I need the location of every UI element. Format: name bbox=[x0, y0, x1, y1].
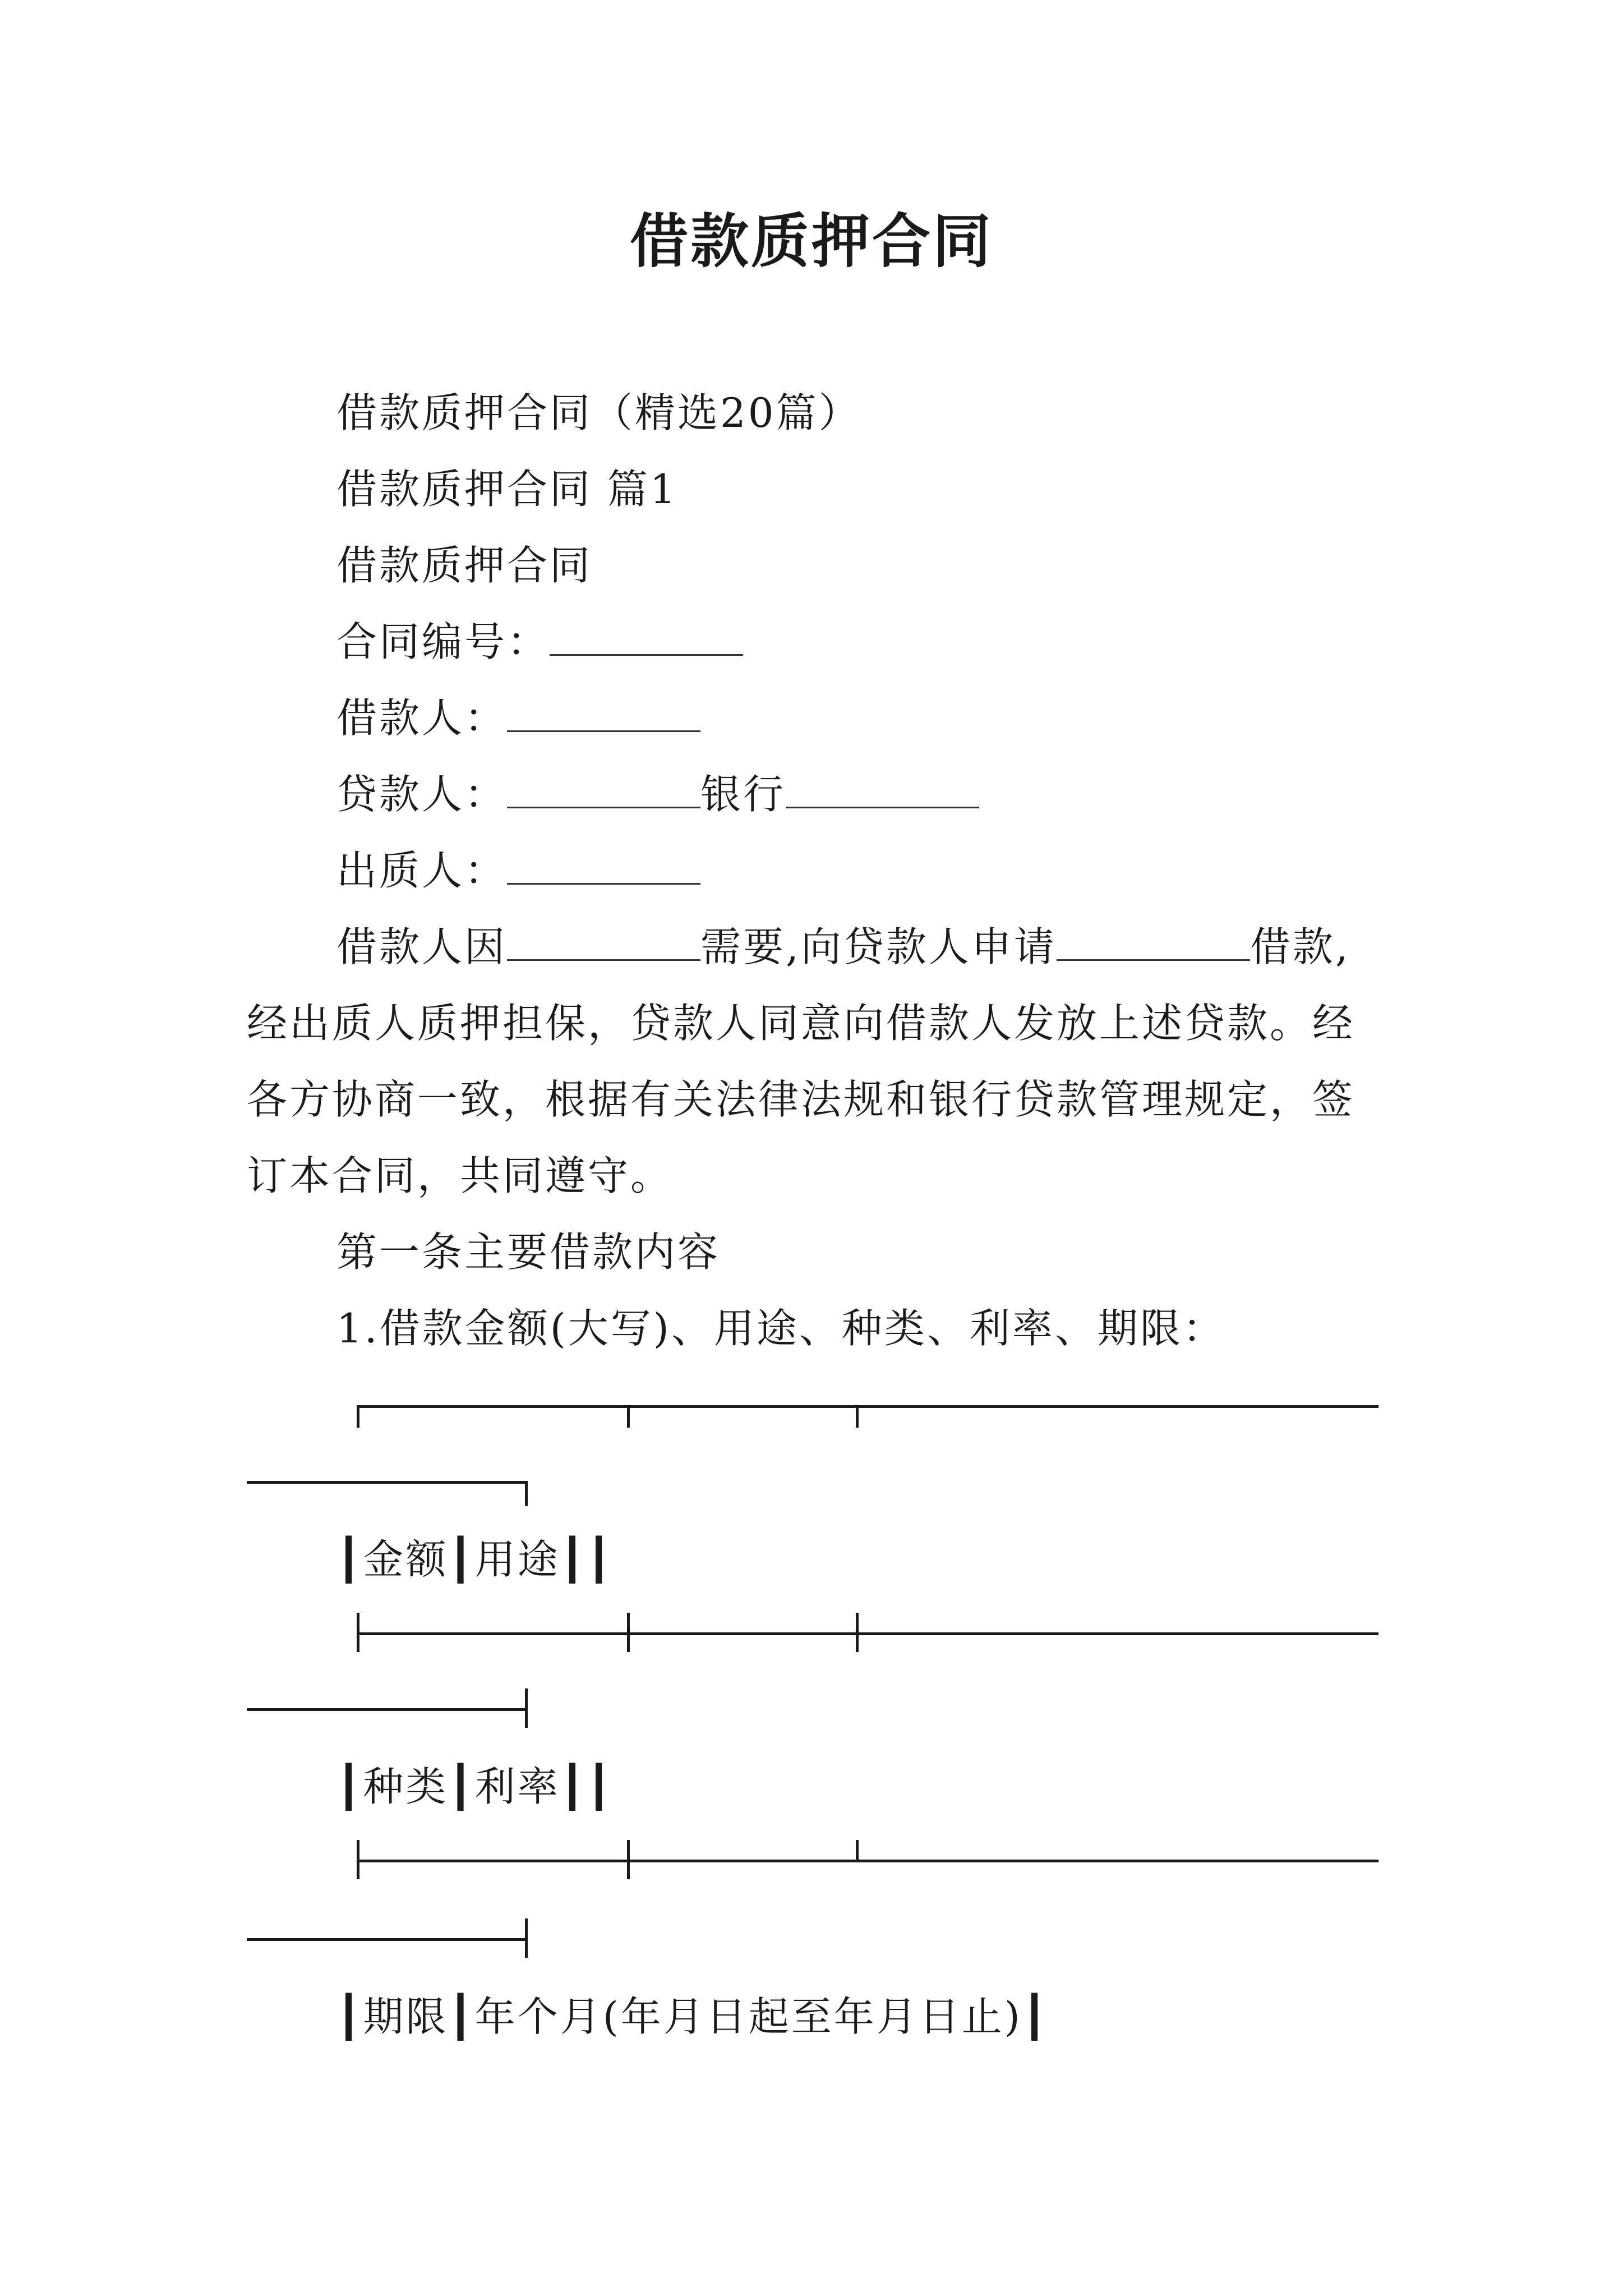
paragraph-1-line-4: 订本合同，共同遵守。 bbox=[247, 1152, 674, 1199]
pledgor-label: 出质人： bbox=[336, 847, 508, 894]
document-title: 借款质押合同 bbox=[629, 206, 993, 275]
section-heading: 借款质押合同 篇1 bbox=[336, 466, 678, 513]
lender-row bbox=[336, 766, 979, 822]
borrower-blank bbox=[507, 697, 700, 732]
pledgor-row bbox=[336, 843, 700, 899]
subtitle: 借款质押合同（精选20篇） bbox=[336, 389, 861, 436]
amount-blank bbox=[1057, 926, 1250, 961]
table-row-term: ┃期限┃年个月(年月日起至年月日止)┃ bbox=[336, 1993, 1049, 2040]
lender-bank-blank bbox=[786, 773, 979, 808]
lender-label: 贷款人： bbox=[336, 771, 508, 818]
item-1: 1.借款金额(大写)、用途、种类、利率、期限： bbox=[336, 1305, 1225, 1352]
para1-text-b: 需要,向贷款人申请 bbox=[700, 923, 1057, 970]
contract-no-blank bbox=[550, 620, 743, 656]
table-row-type-rate: ┃种类┃利率┃┃ bbox=[336, 1763, 614, 1810]
para1-text-c: 借款, bbox=[1249, 923, 1350, 970]
lender-blank bbox=[507, 773, 700, 808]
contract-no-label: 合同编号： bbox=[336, 618, 550, 665]
borrower-row bbox=[336, 690, 700, 746]
contract-name: 借款质押合同 bbox=[336, 542, 593, 589]
para1-text-a: 借款人因 bbox=[336, 923, 508, 970]
purpose-blank bbox=[507, 926, 700, 961]
paragraph-1-line-1 bbox=[336, 919, 1350, 975]
pledgor-blank bbox=[507, 849, 700, 885]
paragraph-1-line-2: 经出质人质押担保，贷款人同意向借款人发放上述贷款。经 bbox=[247, 1000, 1355, 1047]
article-1-heading: 第一条主要借款内容 bbox=[336, 1228, 721, 1276]
contract-no-row bbox=[336, 614, 743, 670]
table-row-amount-purpose: ┃金额┃用途┃┃ bbox=[336, 1536, 614, 1583]
borrower-label: 借款人： bbox=[336, 694, 508, 742]
lender-bank-word: 银行 bbox=[700, 771, 786, 818]
paragraph-1-line-3: 各方协商一致，根据有关法律法规和银行贷款管理规定，签 bbox=[247, 1076, 1355, 1123]
